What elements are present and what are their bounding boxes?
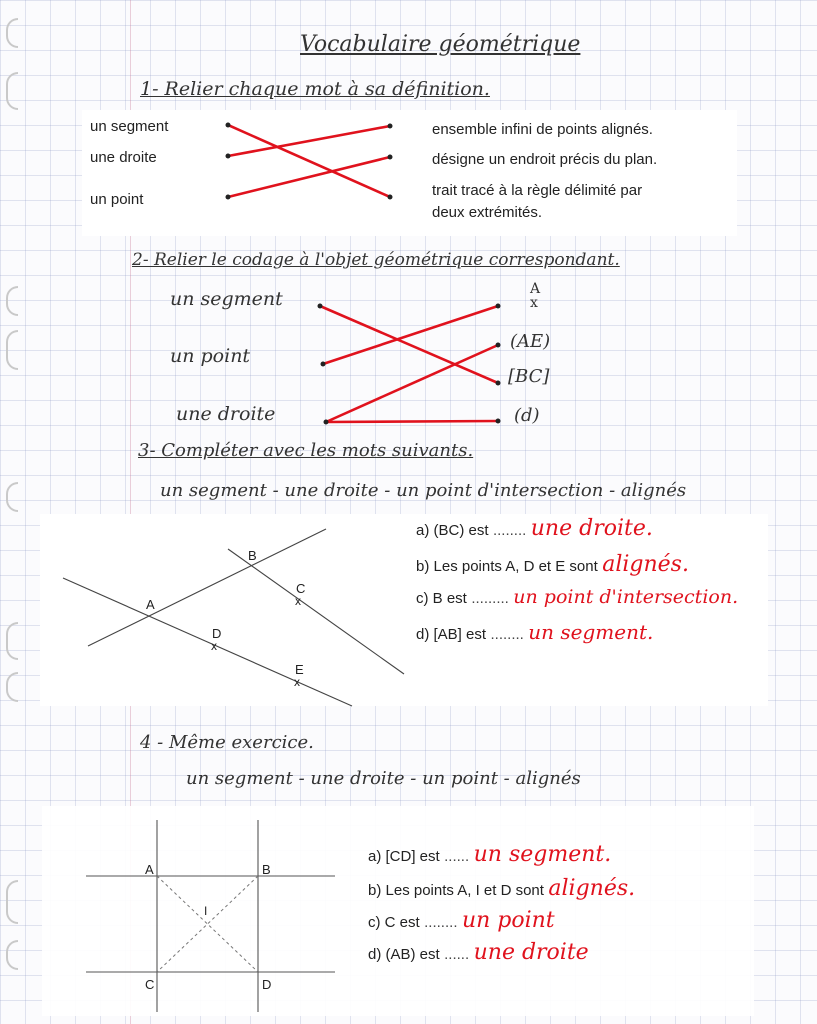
ex2-code-droite-d: (d) (514, 405, 540, 426)
ex3-label-d: D (212, 626, 222, 641)
page-title: Vocabulaire géométrique (300, 32, 581, 57)
ex4-label-c: C (145, 977, 155, 992)
ex3-item-a-prefix: a) (BC) est (416, 522, 489, 539)
ex3-mark-d: x (211, 639, 217, 653)
ex4-label-d: D (262, 977, 272, 992)
ex4-heading: 4 - Même exercice. (140, 732, 314, 753)
ex4-item-a-dots: ...... (444, 848, 470, 865)
ex3-item-b-prefix: b) Les points A, D et E sont (416, 558, 598, 575)
ex3-label-c: C (296, 581, 306, 596)
ex1-def-point: désigne un endroit précis du plan. (432, 151, 658, 168)
ex3-label-b: B (248, 548, 257, 563)
ex4-item-d-prefix: d) (AB) est (368, 946, 440, 963)
ex3-item-a-dots: ........ (492, 522, 527, 539)
ex2-code-droite-ae: (AE) (510, 331, 551, 352)
ex4-wordlist: un segment - une droite - un point - alignés (186, 768, 581, 789)
ex1-def-segment-line1: trait tracé à la règle délimité par (432, 182, 643, 199)
ex4-item-a-prefix: a) [CD] est (368, 848, 440, 865)
ex2-word-droite: une droite (176, 403, 276, 425)
ex2-heading: 2- Relier le codage à l'objet géométrique correspondant. (132, 250, 620, 270)
ex2-word-segment: un segment (170, 288, 283, 310)
ex3-heading: 3- Compléter avec les mots suivants. (138, 440, 474, 461)
ex3-item-d-dots: ........ (490, 626, 524, 643)
ex1-heading: 1- Relier chaque mot à sa définition. (140, 78, 490, 100)
ex4-item-c-prefix: c) C est (368, 914, 420, 931)
ex3-item-c-prefix: c) B est (416, 590, 467, 607)
ex3-mark-e: x (294, 675, 300, 689)
ex4-label-b: B (262, 862, 271, 877)
ex4-item-c (368, 908, 555, 933)
ex1-word-droite: une droite (90, 149, 157, 166)
ex4-label-i: I (204, 904, 208, 918)
ex3-item-a-answer[interactable]: une droite. (530, 516, 653, 541)
ex3-item-c-answer[interactable]: un point d'intersection. (513, 586, 739, 608)
ex4-label-a: A (145, 862, 154, 877)
ex3-mark-c: x (295, 594, 301, 608)
ex4-item-b (368, 876, 635, 901)
ex4-item-b-answer[interactable]: alignés. (548, 876, 636, 901)
ex4-item-a (368, 842, 611, 867)
ex4-item-d-answer[interactable]: une droite (473, 940, 589, 965)
ex4-item-d (368, 940, 589, 965)
ex1-word-point: un point (90, 191, 144, 208)
ex2-code-segment-bc: [BC] (508, 366, 550, 387)
ex4-item-c-answer[interactable]: un point (461, 908, 555, 933)
ex3-label-e: E (295, 662, 304, 677)
ex3-item-b-answer[interactable]: alignés. (602, 552, 689, 577)
ex3-item-d-prefix: d) [AB] est (416, 626, 487, 643)
ex4-item-b-prefix: b) Les points A, I et D sont (368, 882, 544, 899)
ex1-def-droite: ensemble infini de points alignés. (432, 121, 653, 138)
ex1-def-segment-line2: deux extrémités. (432, 204, 543, 221)
ex2-code-point-label: A (530, 281, 541, 297)
ex3-label-a: A (146, 597, 155, 612)
ex2-word-point: un point (170, 345, 251, 367)
ex3-wordlist: un segment - une droite - un point d'intersection - alignés (160, 480, 687, 501)
ex1-word-segment: un segment (90, 118, 169, 135)
ex4-item-d-dots: ...... (444, 946, 470, 963)
ex3-item-d-answer[interactable]: un segment. (528, 620, 654, 644)
ex4-item-a-answer[interactable]: un segment. (473, 842, 612, 867)
ex3-item-c-dots: ......... (471, 590, 509, 607)
ex2-code-point-mark: x (530, 295, 538, 311)
ex4-item-c-dots: ........ (424, 914, 458, 931)
